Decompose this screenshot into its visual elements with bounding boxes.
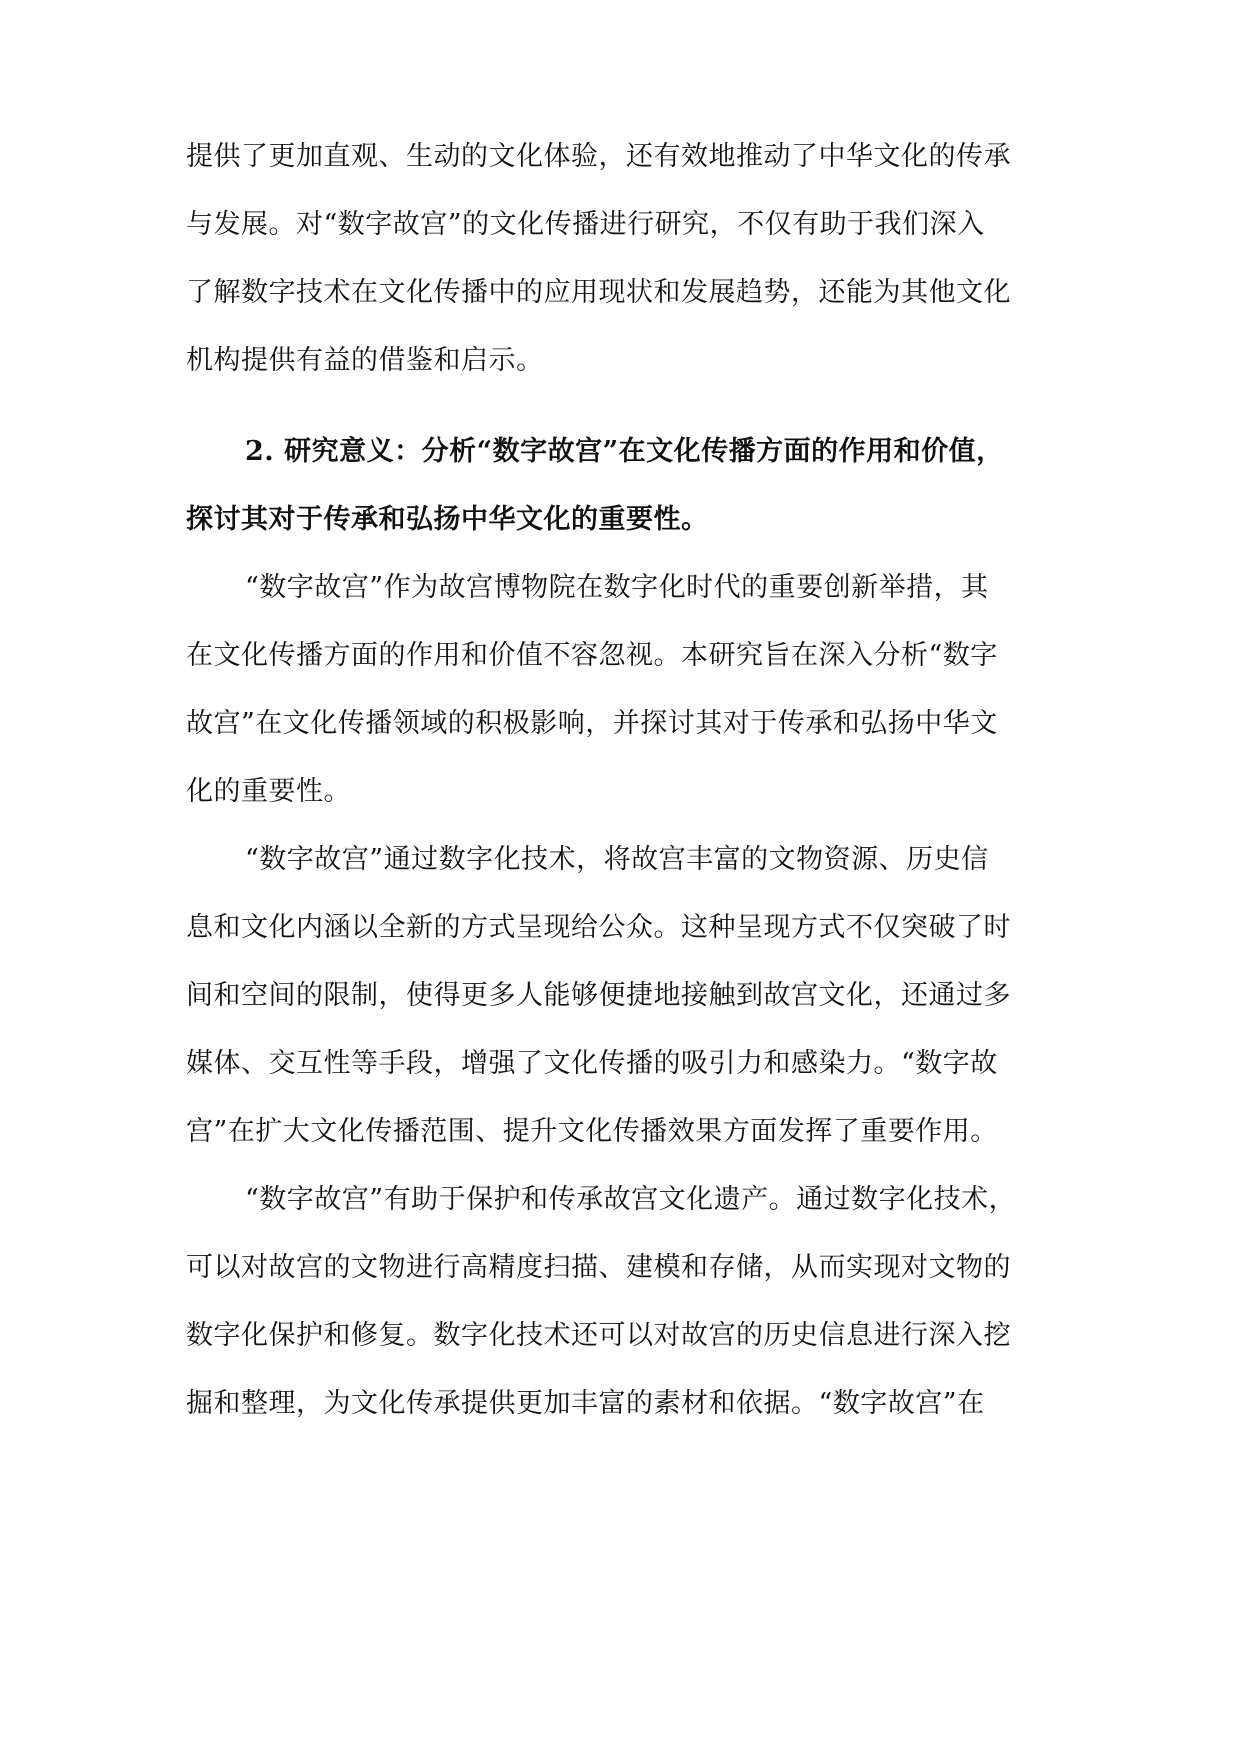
paragraph-2-line-1: “数字故宫”作为故宫博物院在数字化时代的重要创新举措，其 bbox=[245, 572, 989, 603]
section-heading-line-2: 探讨其对于传承和弘扬中华文化的重要性。 bbox=[186, 504, 709, 535]
paragraph-3-line-1: “数字故宫”通过数字化技术，将故宫丰富的文物资源、历史信 bbox=[245, 844, 989, 875]
paragraph-1-line-1: 提供了更加直观、生动的文化体验，还有效地推动了中华文化的传承 bbox=[186, 141, 1011, 172]
paragraph-3-line-2: 息和文化内涵以全新的方式呈现给公众。这种呈现方式不仅突破了时 bbox=[186, 912, 1011, 943]
paragraph-2-line-3: 故宫”在文化传播领域的积极影响，并探讨其对于传承和弘扬中华文 bbox=[186, 708, 998, 739]
section-heading-line-1: 2. 研究意义：分析“数字故宫”在文化传播方面的作用和价值， bbox=[245, 436, 1004, 467]
paragraph-4-line-3: 数字化保护和修复。数字化技术还可以对故宫的历史信息进行深入挖 bbox=[186, 1320, 1011, 1351]
paragraph-2-line-2: 在文化传播方面的作用和价值不容忽视。本研究旨在深入分析“数字 bbox=[186, 640, 998, 671]
paragraph-4-line-4: 掘和整理，为文化传承提供更加丰富的素材和依据。“数字故宫”在 bbox=[186, 1388, 985, 1419]
paragraph-2-line-4: 化的重要性。 bbox=[186, 776, 351, 807]
paragraph-3-line-5: 宫”在扩大文化传播范围、提升文化传播效果方面发挥了重要作用。 bbox=[186, 1116, 998, 1147]
paragraph-4-line-1: “数字故宫”有助于保护和传承故宫文化遗产。通过数字化技术， bbox=[245, 1184, 1017, 1215]
paragraph-1-line-4: 机构提供有益的借鉴和启示。 bbox=[186, 345, 544, 376]
paragraph-3-line-3: 间和空间的限制，使得更多人能够便捷地接触到故宫文化，还通过多 bbox=[186, 980, 1011, 1011]
paragraph-1-line-2: 与发展。对“数字故宫”的文化传播进行研究，不仅有助于我们深入 bbox=[186, 209, 985, 240]
paragraph-3-line-4: 媒体、交互性等手段，增强了文化传播的吸引力和感染力。“数字故 bbox=[186, 1048, 998, 1079]
paragraph-4-line-2: 可以对故宫的文物进行高精度扫描、建模和存储，从而实现对文物的 bbox=[186, 1252, 1011, 1283]
paragraph-1-line-3: 了解数字技术在文化传播中的应用现状和发展趋势，还能为其他文化 bbox=[186, 277, 1011, 308]
